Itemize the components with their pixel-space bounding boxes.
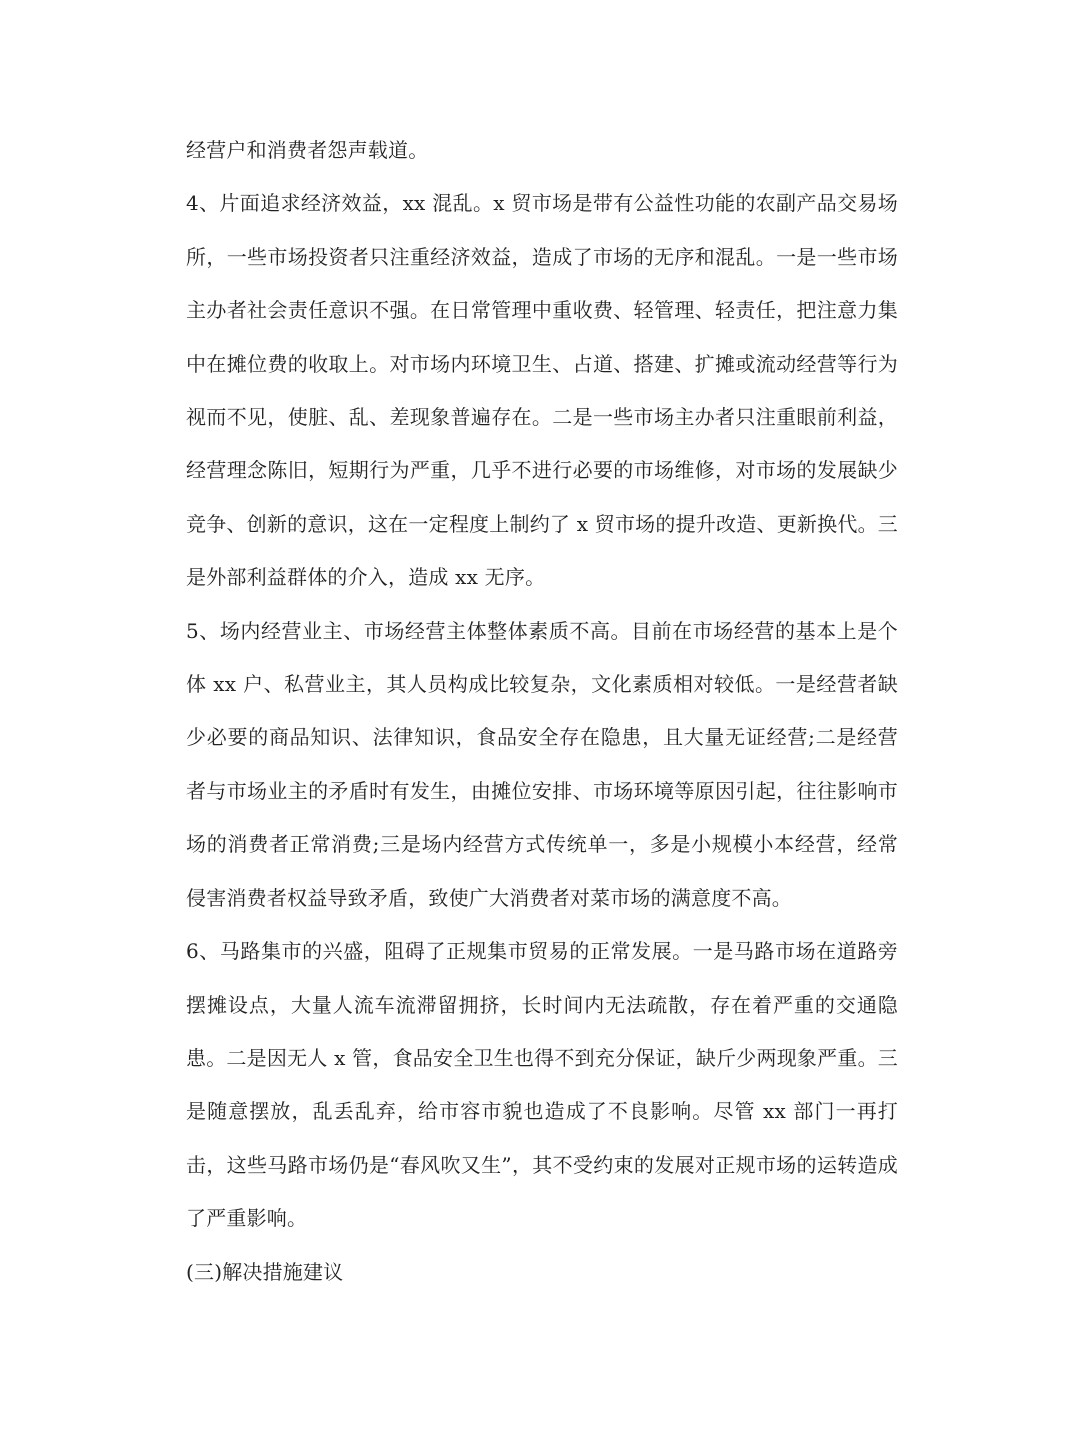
section-heading-solutions: (三)解决措施建议	[186, 1259, 344, 1284]
paragraph-item-4: 4、片面追求经济效益，xx 混乱。x 贸市场是带有公益性功能的农副产品交易场所，一些市场投资者只注重经济效益，造成了市场的无序和混乱。一是一些市场主办者社会责任意识不强。在日常管理中重收费、轻管理、轻责任，把注意力集中在摊位费的收取上。对市场内环境卫生、占道、搭建、扩摊或流动经营等行为视而不见，使脏、乱、差现象普遍存在。二是一些市场主办者只注重眼前利益，经营理念陈旧，短期行为严重，几乎不进行必要的市场维修，对市场的发展缺少竞争、创新的意识，这在一定程度上制约了 x 贸市场的提升改造、更新换代。三是外部利益群体的介入，造成 xx 无序。	[186, 191, 898, 590]
paragraph-continuation: 经营户和消费者怨声载道。	[186, 138, 429, 162]
paragraph-item-5: 5、场内经营业主、市场经营主体整体素质不高。目前在市场经营的基本上是个体 xx 户、私营业主，其人员构成比较复杂，文化素质相对较低。一是经营者缺少必要的商品知识、法律知识，食品安全存在隐患，且大量无证经营;二是经营者与市场业主的矛盾时有发生，由摊位安排、市场环境等原因引起，往往影响市场的消费者正常消费;三是场内经营方式传统单一，多是小规模小本经营，经常侵害消费者权益导致矛盾，致使广大消费者对菜市场的满意度不高。	[186, 618, 898, 910]
document-body	[186, 124, 898, 1299]
paragraph-item-6: 6、马路集市的兴盛，阻碍了正规集市贸易的正常发展。一是马路市场在道路旁摆摊设点，大量人流车流滞留拥挤，长时间内无法疏散，存在着严重的交通隐患。二是因无人 x 管，食品安全卫生也得不到充分保证，缺斤少两现象严重。三是随意摆放，乱丢乱弃，给市容市貌也造成了不良影响。尽管 xx 部门一再打击，这些马路市场仍是“春风吹又生”，其不受约束的发展对正规市场的运转造成了严重影响。	[186, 939, 898, 1231]
